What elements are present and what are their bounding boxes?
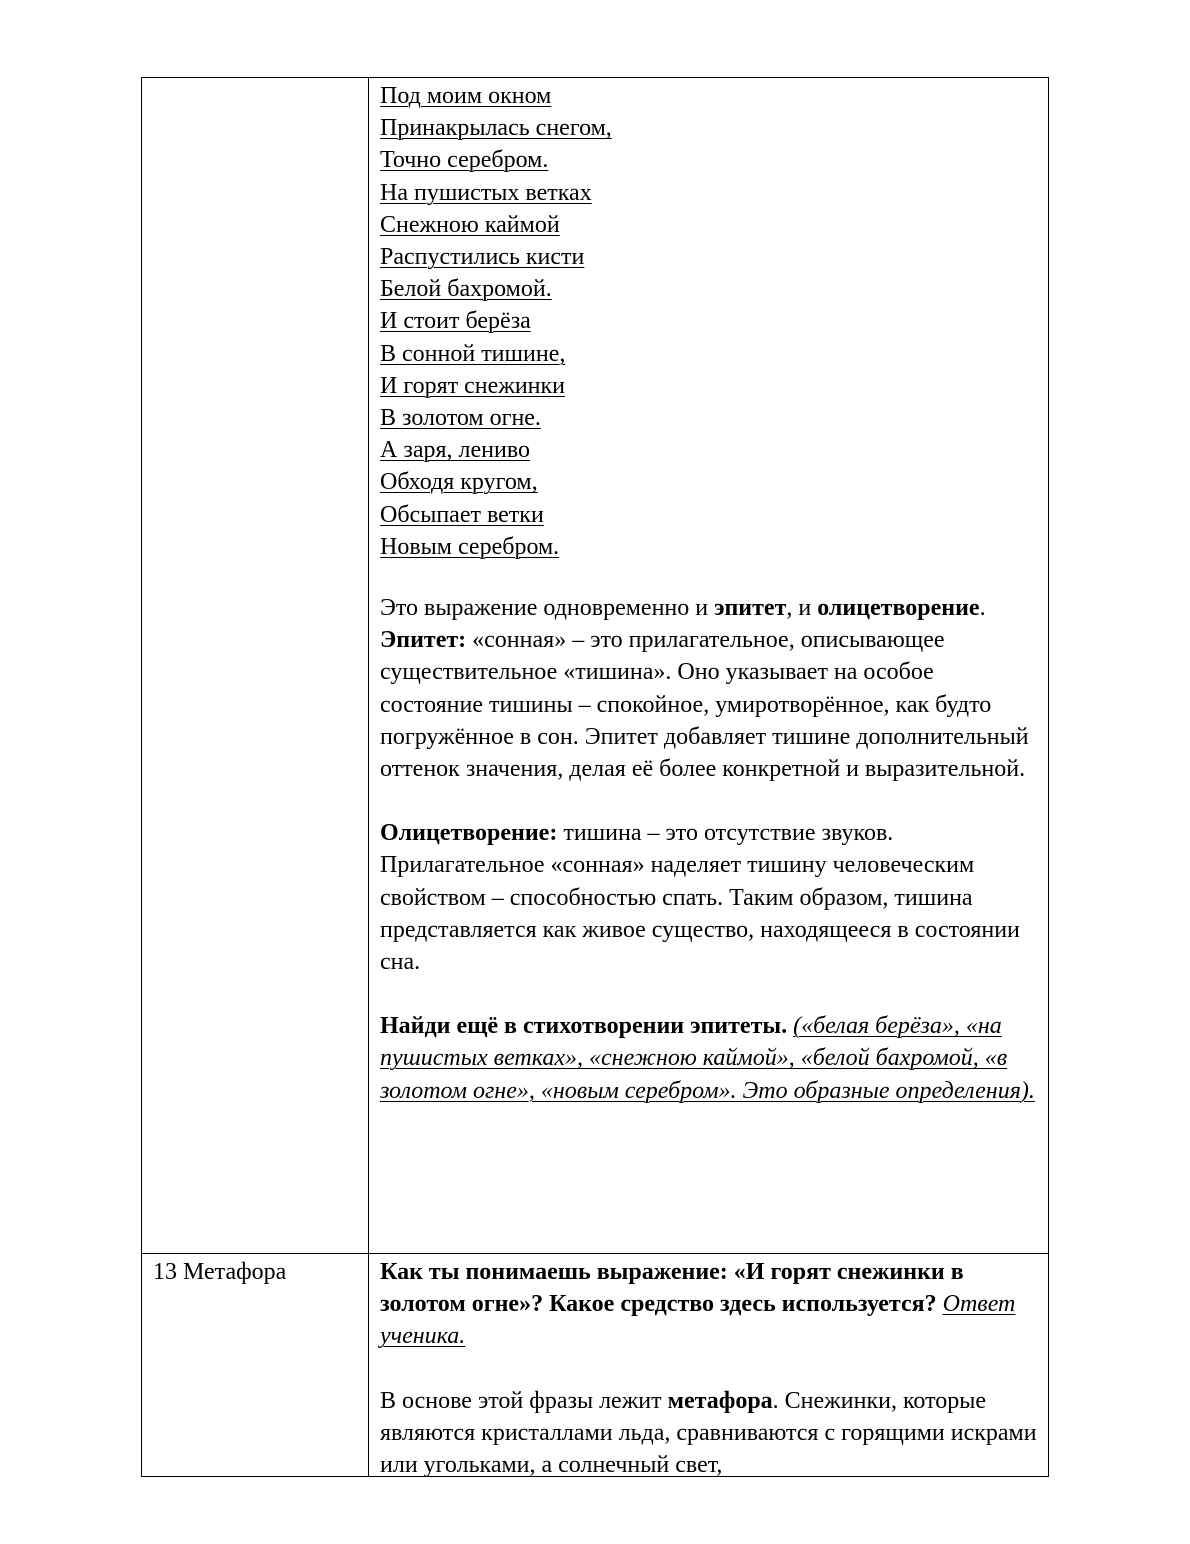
- poem-line: Распустились кисти: [380, 244, 585, 271]
- intro-text: .: [979, 595, 986, 621]
- intro-paragraph: [380, 592, 1040, 624]
- student-answer: Ответ ученика.: [380, 1291, 1016, 1350]
- intro-text: , и: [786, 595, 818, 621]
- poem-line: В золотом огне.: [380, 405, 541, 432]
- row-label-cell: [142, 1254, 369, 1476]
- row-label-cell: [142, 78, 369, 1254]
- epithet-text: «сонная» – это прилагательное, описывающее существительное «тишина». Оно указывает на особое состояние тишины – спокойное, умиротворённое, как будто погружённое в сон. Эпитет добавляет тишине дополнительный оттенок значения, делая её более конкретной и выразительной.: [380, 627, 1029, 783]
- table-row: [141, 1253, 1049, 1477]
- table-row: [141, 77, 1049, 1254]
- row-content-cell: [369, 1254, 1048, 1479]
- task-paragraph: [380, 1010, 1040, 1107]
- intro-term-epithet: эпитет: [714, 595, 787, 621]
- row-label: 13 Метафора: [153, 1259, 287, 1285]
- poem-line: Обходя кругом,: [380, 469, 538, 496]
- intro-term-personification: олицетворение: [817, 595, 980, 621]
- poem-line: Новым серебром.: [380, 533, 560, 560]
- poem-line: Точно серебром.: [380, 147, 549, 174]
- metaphor-text: . Снежинки, которые являются кристаллами льда, сравниваются с горящими искрами или угольками, а солнечный свет,: [380, 1387, 1037, 1479]
- personification-paragraph: [380, 817, 1040, 978]
- personification-label: Олицетворение:: [380, 820, 558, 847]
- metaphor-paragraph: [380, 1385, 1040, 1482]
- poem-line: И стоит берёза: [380, 308, 531, 335]
- poem-line: Белой бахромой.: [380, 276, 552, 303]
- explanation-block: [380, 592, 1040, 1107]
- poem-line: Обсыпает ветки: [380, 501, 544, 528]
- poem-line: Принакрылась снегом,: [380, 115, 612, 142]
- row-content-cell: [369, 78, 1048, 1254]
- poem-line: Под моим окном: [380, 83, 552, 109]
- poem-line: А заря, лениво: [380, 437, 530, 464]
- poem-line: Снежною каймой: [380, 211, 560, 238]
- poem-line: На пушистых ветках: [380, 179, 592, 206]
- poem-block: [380, 80, 1040, 563]
- question-text: Как ты понимаешь выражение: «И горят снежинки в золотом огне»? Какое средство здесь используется?: [380, 1259, 964, 1318]
- content-table: [141, 77, 1049, 1477]
- metaphor-block: [380, 1256, 1040, 1481]
- poem-line: И горят снежинки: [380, 372, 566, 399]
- intro-text: Это выражение одновременно и: [380, 595, 715, 621]
- epithet-paragraph: [380, 624, 1040, 785]
- epithet-label: Эпитет:: [380, 627, 467, 654]
- poem-line: В сонной тишине,: [380, 340, 566, 367]
- task-answer: («белая берёза», «на пушистых ветках», «снежною каймой», «белой бахромой, «в золотом огне», «новым серебром». Это образные определения).: [380, 1013, 1035, 1104]
- task-label: Найди ещё в стихотворении эпитеты.: [380, 1013, 788, 1040]
- question-paragraph: [380, 1256, 1040, 1353]
- personification-text: тишина – это отсутствие звуков. Прилагательное «сонная» наделяет тишину человеческим свойством – способностью спать. Таким образом, тишина представляется как живое существо, находящееся в состоянии сна.: [380, 820, 1020, 976]
- metaphor-term: метафора: [667, 1387, 773, 1414]
- metaphor-text: В основе этой фразы лежит: [380, 1387, 668, 1414]
